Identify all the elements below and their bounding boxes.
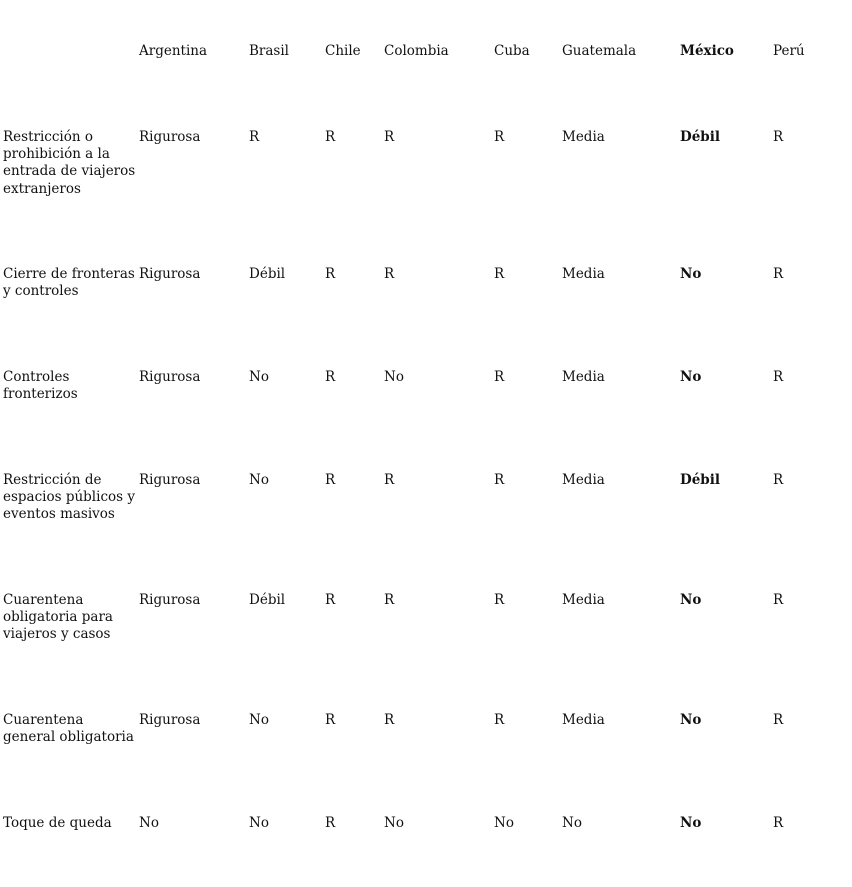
cell-mexico: Débil: [680, 129, 720, 145]
cell-brasil: No: [249, 815, 269, 831]
cell-brasil: Débil: [249, 592, 286, 608]
header-argentina: Argentina: [139, 43, 208, 59]
cell-peru: R: [773, 472, 784, 488]
header-chile: Chile: [325, 43, 361, 59]
cell-guatemala: Media: [562, 712, 605, 728]
cell-mexico: No: [680, 266, 702, 282]
cell-cuba: R: [494, 369, 505, 385]
cell-colombia: No: [384, 815, 404, 831]
cell-colombia: R: [384, 266, 395, 282]
cell-colombia: R: [384, 592, 395, 608]
cell-argentina: Rigurosa: [139, 266, 201, 282]
cell-peru: R: [773, 266, 784, 282]
cell-chile: R: [325, 472, 336, 488]
cell-cuba: No: [494, 815, 514, 831]
header-brasil: Brasil: [249, 43, 289, 59]
cell-mexico: No: [680, 592, 702, 608]
row-label: Restricción de espacios públicos y eventos masivos: [3, 472, 135, 523]
cell-mexico: No: [680, 815, 702, 831]
cell-brasil: R: [249, 129, 260, 145]
cell-argentina: Rigurosa: [139, 129, 201, 145]
row-label: Controles fronterizos: [3, 369, 78, 403]
cell-peru: R: [773, 129, 784, 145]
cell-peru: R: [773, 712, 784, 728]
row-label: Cierre de fronteras y controles: [3, 266, 135, 300]
cell-colombia: R: [384, 472, 395, 488]
cell-argentina: No: [139, 815, 159, 831]
cell-chile: R: [325, 266, 336, 282]
cell-mexico: Débil: [680, 472, 720, 488]
cell-guatemala: Media: [562, 369, 605, 385]
cell-argentina: Rigurosa: [139, 712, 201, 728]
header-colombia: Colombia: [384, 43, 449, 59]
cell-chile: R: [325, 129, 336, 145]
row-label: Toque de queda: [3, 815, 112, 831]
cell-guatemala: Media: [562, 592, 605, 608]
cell-mexico: No: [680, 369, 702, 385]
cell-cuba: R: [494, 129, 505, 145]
cell-peru: R: [773, 369, 784, 385]
cell-colombia: R: [384, 129, 395, 145]
row-label: Cuarentena general obligatoria: [3, 712, 134, 746]
cell-cuba: R: [494, 712, 505, 728]
cell-guatemala: Media: [562, 129, 605, 145]
cell-brasil: Débil: [249, 266, 286, 282]
cell-colombia: No: [384, 369, 404, 385]
cell-brasil: No: [249, 472, 269, 488]
header-cuba: Cuba: [494, 43, 530, 59]
cell-colombia: R: [384, 712, 395, 728]
cell-peru: R: [773, 592, 784, 608]
cell-peru: R: [773, 815, 784, 831]
cell-chile: R: [325, 815, 336, 831]
cell-cuba: R: [494, 472, 505, 488]
cell-chile: R: [325, 369, 336, 385]
cell-cuba: R: [494, 592, 505, 608]
cell-guatemala: Media: [562, 266, 605, 282]
cell-brasil: No: [249, 369, 269, 385]
cell-cuba: R: [494, 266, 505, 282]
cell-brasil: No: [249, 712, 269, 728]
cell-chile: R: [325, 592, 336, 608]
row-label: Cuarentena obligatoria para viajeros y casos: [3, 592, 113, 643]
cell-guatemala: No: [562, 815, 582, 831]
cell-argentina: Rigurosa: [139, 472, 201, 488]
header-mexico: México: [680, 43, 734, 59]
cell-mexico: No: [680, 712, 702, 728]
cell-chile: R: [325, 712, 336, 728]
cell-guatemala: Media: [562, 472, 605, 488]
header-peru: Perú: [773, 43, 805, 59]
row-label: Restricción o prohibición a la entrada de viajeros extranjeros: [3, 129, 136, 197]
cell-argentina: Rigurosa: [139, 369, 201, 385]
header-guatemala: Guatemala: [562, 43, 637, 59]
cell-argentina: Rigurosa: [139, 592, 201, 608]
